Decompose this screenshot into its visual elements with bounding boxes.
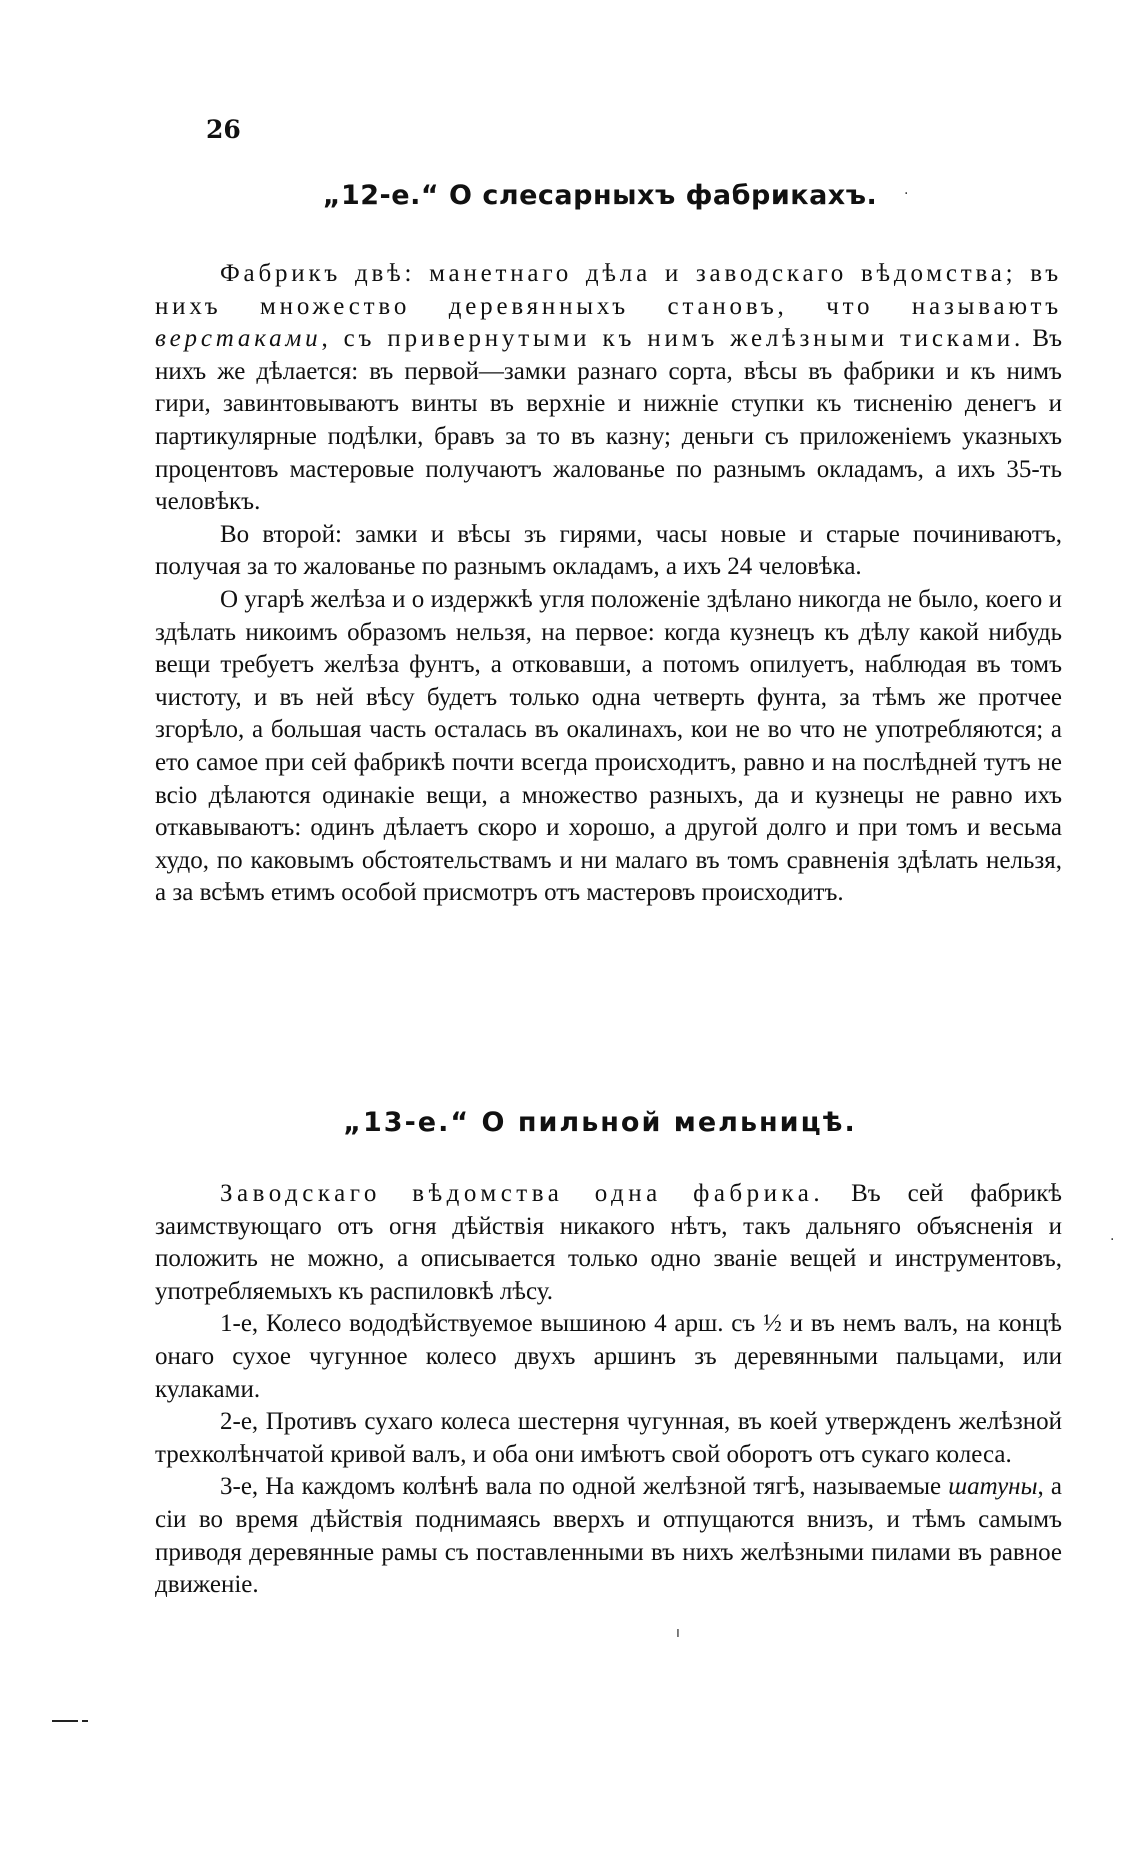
italic-term: верстаками <box>155 325 322 353</box>
spaced-text: Фабрикъ двѣ: манетнаго дѣла и заводскаго вѣдомства; въ нихъ множество деревянныхъ становъ, что называютъ <box>155 260 1062 320</box>
spaced-text: Заводскаго вѣдомства одна фабрика. <box>220 1180 825 1207</box>
paragraph <box>155 1178 1062 1308</box>
paragraph-text: Въ нихъ же дѣлается: въ первой—замки разнаго сорта, вѣсы въ фабрики и къ нимъ гири, завинтовываютъ винты въ верхніе и нижніе ступки къ тисненію денегъ и партикулярные подѣлки, бравъ за то въ казну; деньги съ приложеніемъ указныхъ процентовъ мастеровые получаютъ жалованье по разнымъ окладамъ, а ихъ 35-ть человѣкъ. <box>155 325 1062 516</box>
ink-speck: · <box>1110 1232 1115 1248</box>
paragraph-text: 3-е, На каждомъ колѣнѣ вала по одной желѣзной тягѣ, называемые <box>220 1473 949 1501</box>
paragraph: Во второй: замки и вѣсы зъ гирями, часы новые и старые починиваютъ, получая за то жалованье по разнымъ окладамъ, а ихъ 24 человѣка. <box>155 520 1062 581</box>
section-body-12 <box>155 258 1062 910</box>
page-number: 26 <box>206 115 241 144</box>
ink-speck: · <box>904 186 909 202</box>
spaced-text: , съ привернутыми къ нимъ желѣзными тисками. <box>321 325 1025 353</box>
paragraph-text: , а сіи во время дѣйствія поднимаясь вверхъ и отпущаются внизъ, и тѣмъ самымъ приводя деревянные рамы съ поставленными въ нихъ желѣзными пилами въ равное движеніе. <box>155 1473 1062 1599</box>
paragraph-text: Въ сей фабрикѣ заимствующаго отъ огня дѣйствія никакого нѣтъ, такъ дальняго объясненія и положить не можно, а описывается только одно званіе вещей и инструментовъ, употребляемыхъ къ распиловкѣ лѣсу. <box>155 1180 1062 1305</box>
ink-mark <box>82 1720 88 1722</box>
paragraph <box>155 1471 1062 1601</box>
paragraph: О угарѣ желѣза и о издержкѣ угля положеніе здѣлано никогда не было, коего и здѣлать никоимъ образомъ нельзя, на первое: когда кузнецъ къ дѣлу какой нибудь вещи требуетъ желѣза фунтъ, а отковавши, а потомъ опилуетъ, наблюдая въ томъ чистоту, и въ ней вѣсу будетъ только одна четверть фунта, за тѣмъ же протчее згорѣло, а большая часть осталась въ окалинахъ, кои не во что не употребляются; а ето самое при сей фабрикѣ почти всегда происходитъ, равно и на послѣдней тутъ не всіо дѣлаются одинакіе вещи, а множество разныхъ, да и кузнецы не равно ихъ откавываютъ: одинъ дѣлаетъ скоро и хорошо, а другой долго и при томъ и весьма худо, по каковымъ обстоятельствамъ и ни малаго въ томъ сравненія здѣлать нельзя, а за всѣмъ етимъ особой присмотръ отъ мастеровъ происходитъ. <box>155 585 1062 907</box>
section-heading-12: „12-е.“ О слесарныхъ фабрикахъ. <box>322 180 878 211</box>
paragraph: 2-е, Противъ сухаго колеса шестерня чугунная, въ коей утвержденъ желѣзной трехколѣнчатой кривой валъ, и оба они имѣютъ свой оборотъ отъ сукаго колеса. <box>155 1408 1062 1468</box>
section-heading-13: „13-е.“ О пильной мельницѣ. <box>343 1107 857 1138</box>
paragraph <box>155 258 1062 519</box>
ink-speck: ı <box>676 1625 680 1641</box>
paragraph: 1-е, Колесо вододѣйствуемое вышиною 4 арш. съ ½ и въ немъ валъ, на концѣ онаго сухое чугунное колесо двухъ аршинъ зъ деревянными пальцами, или кулаками. <box>155 1310 1062 1403</box>
section-body-13 <box>155 1178 1062 1602</box>
italic-term: шатуны <box>948 1473 1038 1501</box>
ink-mark <box>52 1720 78 1722</box>
